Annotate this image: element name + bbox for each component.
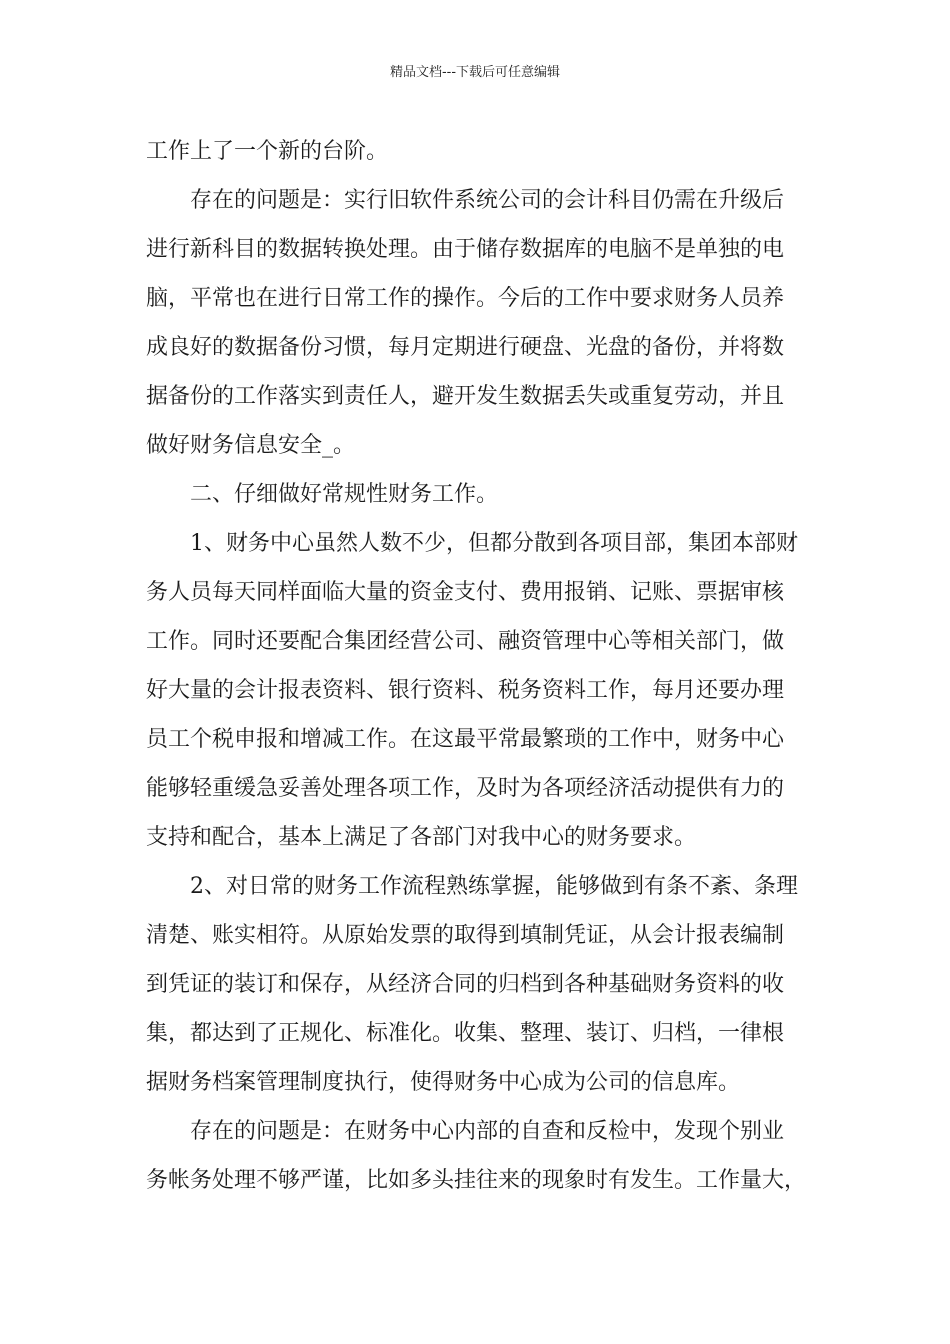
- text-line: 清楚、账实相符。从原始发票的取得到填制凭证，从会计报表编制: [146, 923, 785, 948]
- text-line: 2、对日常的财务工作流程熟练掌握，能够做到有条不紊、条理: [190, 874, 798, 899]
- text-line: 能够轻重缓急妥善处理各项工作，及时为各项经济活动提供有力的: [146, 776, 785, 801]
- text-line: 据备份的工作落实到责任人，避开发生数据丢失或重复劳动，并且: [146, 384, 785, 409]
- text-line: 到凭证的装订和保存，从经济合同的归档到各种基础财务资料的收: [146, 972, 785, 997]
- text-line: 支持和配合，基本上满足了各部门对我中心的财务要求。: [146, 825, 697, 850]
- text-line: 做好财务信息安全_。: [146, 433, 356, 458]
- text-line: 成良好的数据备份习惯，每月定期进行硬盘、光盘的备份，并将数: [146, 335, 785, 360]
- body-text: [146, 127, 826, 1205]
- text-line: 据财务档案管理制度执行，使得财务中心成为公司的信息库。: [146, 1070, 741, 1095]
- text-line: 务帐务处理不够严谨，比如多头挂往来的现象时有发生。工作量大，: [146, 1168, 807, 1193]
- text-line: 集，都达到了正规化、标准化。收集、整理、装订、归档，一律根: [146, 1021, 785, 1046]
- text-line: 员工个税申报和增减工作。在这最平常最繁琐的工作中，财务中心: [146, 727, 785, 752]
- text-line: 脑，平常也在进行日常工作的操作。今后的工作中要求财务人员养: [146, 286, 785, 311]
- page-header: 精品文档---下载后可任意编辑: [389, 65, 561, 80]
- text-line: 工作上了一个新的台阶。: [146, 139, 389, 164]
- text-line: 二、仔细做好常规性财务工作。: [190, 482, 499, 507]
- text-line: 好大量的会计报表资料、银行资料、税务资料工作，每月还要办理: [146, 678, 785, 703]
- text-line: 存在的问题是：实行旧软件系统公司的会计科目仍需在升级后: [190, 188, 785, 213]
- text-line: 存在的问题是：在财务中心内部的自查和反检中，发现个别业: [190, 1119, 785, 1144]
- text-line: 工作。同时还要配合集团经营公司、融资管理中心等相关部门，做: [146, 629, 785, 654]
- text-line: 1、财务中心虽然人数不少，但都分散到各项目部，集团本部财: [190, 531, 798, 556]
- text-line: 务人员每天同样面临大量的资金支付、费用报销、记账、票据审核: [146, 580, 785, 605]
- text-line: 进行新科目的数据转换处理。由于储存数据库的电脑不是单独的电: [146, 237, 785, 262]
